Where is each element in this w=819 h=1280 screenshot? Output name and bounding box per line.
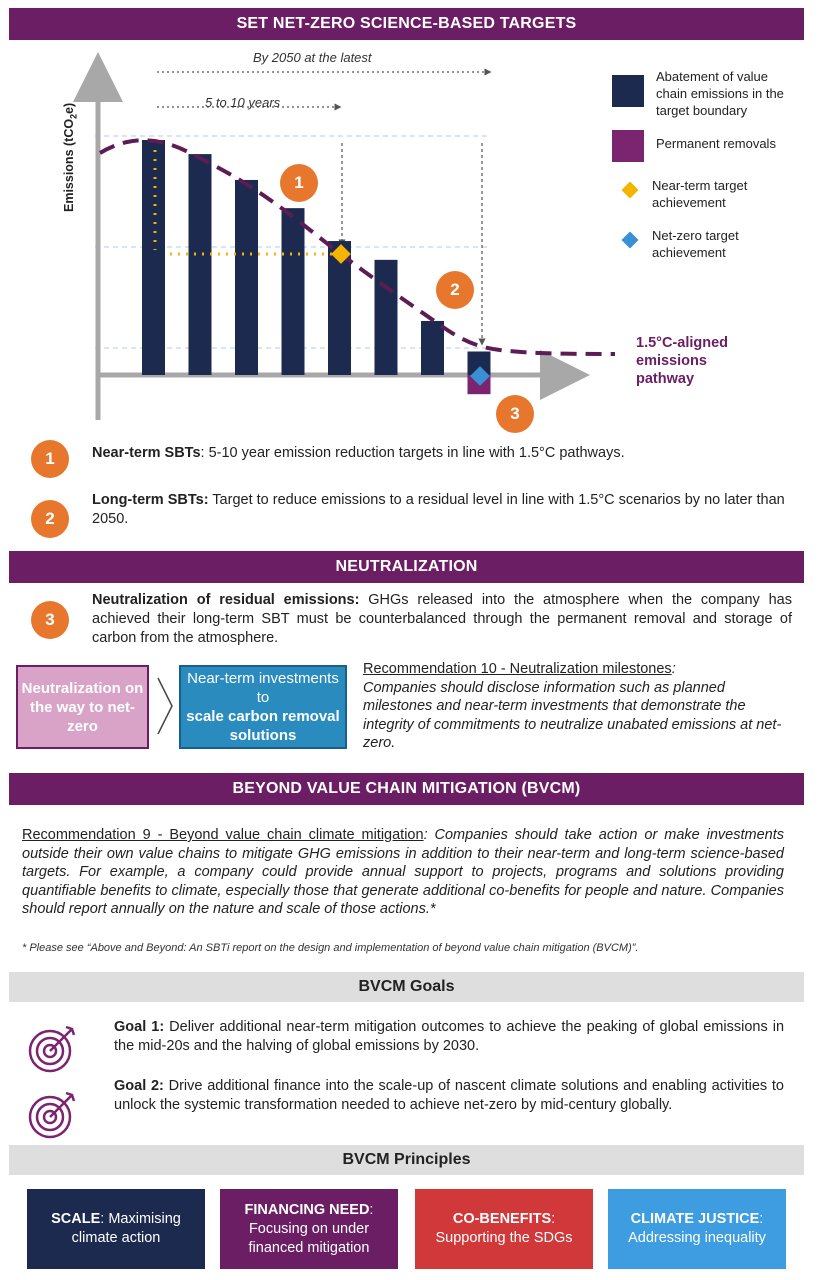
neutralization-description [92,591,792,648]
abatement-bar-3 [235,180,258,375]
near-term-title: Near-term SBTs [92,445,201,461]
neutralization-number: 3 [31,601,69,639]
principle-scale-title: SCALE [51,1211,101,1227]
near-term-number: 1 [31,440,69,478]
goal-1 [114,1018,784,1056]
neutralization-title: Neutralization of residual emissions: [92,592,360,608]
targets-section-banner [9,8,804,40]
principle-financing-need-text: : Focusing on under financed mitigation [248,1201,374,1256]
chart-marker-1: 1 [280,164,318,202]
principle-financing-need-title: FINANCING NEED [244,1201,370,1218]
recommendation-9-text: : Companies should take action or make investments outside their own value chains to mitigate GHG emissions in addition to their near-term and long-term science-based targets. For example, a company could provide annual support to projects, programs and solutions providing quantifiable benefits to climate, especially those that generate additional co-benefits for people and nature. Companies should report annually on the nature and scale of those actions.* [22,827,784,917]
y-axis-label-sub: 2 [68,113,79,119]
abatement-bar-1 [142,140,165,375]
target-icon [26,1087,80,1141]
abatement-bar-2 [189,154,212,375]
carbon-removal-box [179,665,347,749]
bvcm-section-title: BEYOND VALUE CHAIN MITIGATION (BVCM) [232,780,581,797]
principle-scale-text: : Maximising climate action [71,1211,181,1246]
goal-2-title: Goal 2: [114,1078,164,1094]
net-zero-diamond-icon [622,232,639,249]
near-term-diamond-icon [622,182,639,199]
annotation-long: By 2050 at the latest [253,50,372,65]
chart-marker-2: 2 [436,271,474,309]
recommendation-9-title: Recommendation 9 - Beyond value chain climate mitigation [22,827,424,843]
neutralization-section-title: NEUTRALIZATION [335,558,478,575]
principle-scale-content [35,1210,197,1248]
principle-financing-need-content [228,1201,390,1258]
goal-2 [114,1077,784,1115]
principle-climate-justice-text: : Addressing inequality [628,1211,766,1246]
legend-label-near-term: Near-term target achievement [652,178,748,210]
y-axis-label-main: Emissions (tCO [62,118,76,212]
recommendation-10-title: Recommendation 10 - Neutralization milestones [363,661,672,677]
long-term-title: Long-term SBTs: [92,492,209,508]
bvcm-section-banner [9,773,804,805]
goal-1-text: Deliver additional near-term mitigation outcomes to achieve the peaking of global emissions in the mid-20s and the halving of global emissions by 2030. [114,1019,785,1054]
carbon-removal-box-plain: Near-term investments to [187,670,339,706]
near-term-description [92,444,792,463]
neutralization-box: Neutralization on the way to net-zero [16,665,149,749]
near-term-text: : 5-10 year emission reduction targets in line with 1.5°C pathways. [200,445,625,461]
principles-title: BVCM Principles [342,1151,471,1168]
recommendation-9 [22,826,784,919]
legend-swatch-removals [612,130,644,162]
targets-section-title: SET NET-ZERO SCIENCE-BASED TARGETS [236,15,577,32]
y-axis-label [62,103,79,212]
recommendation-10: Recommendation 10 - Neutralization milestones: Companies should disclose information such as planned milestones and near-term investments that demonstrate the integrity of commitments to neutralize unabated emissions at net-zero. [363,661,782,751]
goal-1-title: Goal 1: [114,1019,165,1035]
legend-label-abatement: Abatement of value chain emissions in the target boundary [656,69,784,118]
carbon-removal-box-bold: scale carbon removal solutions [186,708,340,744]
principles-banner [9,1145,804,1175]
bvcm-footnote: * Please see “Above and Beyond: An SBTi report on the design and implementation of beyond value chain mitigation (BVCM)”. [22,942,639,954]
long-term-text: Target to reduce emissions to a residual level in line with 1.5°C scenarios by no later than 2050. [92,492,785,527]
principle-co-benefits-content [423,1210,585,1248]
abatement-bar-7 [421,321,444,375]
recommendation-10-text: Companies should disclose information such as planned milestones and near-term investments that demonstrate the integrity of commitments to neutralize unabated emissions at net-zero. [363,679,782,751]
legend-label-removals: Permanent removals [656,136,776,151]
annotation-short: 5 to 10 years [205,95,281,110]
abatement-bar-6 [375,260,398,375]
principle-scale [27,1189,205,1269]
principle-climate-justice-title: CLIMATE JUSTICE [630,1211,760,1227]
chevron-right-icon [154,676,176,736]
goals-banner [9,972,804,1002]
long-term-description [92,491,792,529]
abatement-bar-4 [282,208,305,375]
principle-financing-need [220,1189,398,1269]
carbon-removal-box-content [181,669,345,745]
long-term-number: 2 [31,500,69,538]
principle-climate-justice-content [616,1210,778,1248]
goals-title: BVCM Goals [358,978,455,995]
principle-co-benefits [415,1189,593,1269]
principle-co-benefits-text: : Supporting the SDGs [435,1211,573,1246]
principle-co-benefits-title: CO-BENEFITS [452,1211,552,1227]
principle-climate-justice [608,1189,786,1269]
emissions-chart [60,45,620,430]
chart-marker-3: 3 [496,395,534,433]
pathway-label: 1.5°C-aligned emissions pathway [636,335,729,387]
goal-2-text: Drive additional finance into the scale-up of nascent climate solutions and enabling activities to unlock the systemic transformation needed to achieve net-zero by mid-century globally. [114,1078,784,1113]
target-icon [26,1021,80,1075]
legend-swatch-abatement [612,75,644,107]
neutralization-section-banner [9,551,804,583]
legend-label-net-zero: Net-zero target achievement [652,228,739,260]
y-axis-label-end: e) [62,102,76,114]
neutralization-text: GHGs released into the atmosphere when the company has achieved their long-term SBT must be counterbalanced through the permanent removal and storage of carbon from the atmosphere. [92,592,792,646]
